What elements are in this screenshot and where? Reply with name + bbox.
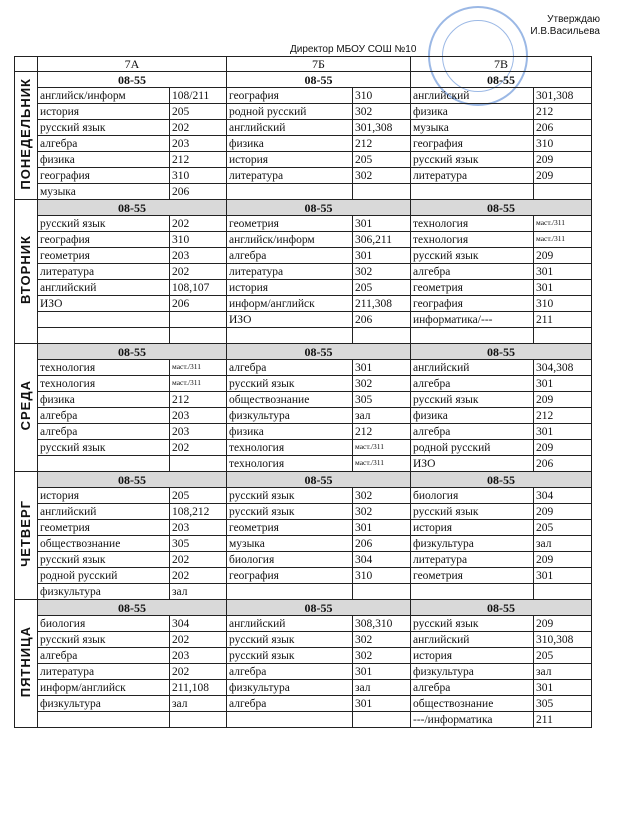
room-cell: 310 bbox=[170, 232, 227, 248]
room-cell: 212 bbox=[353, 136, 411, 152]
room-cell bbox=[353, 184, 411, 200]
room-cell: 301 bbox=[353, 216, 411, 232]
subject-cell: история bbox=[411, 520, 534, 536]
subject-cell: родной русский bbox=[227, 104, 353, 120]
subject-cell bbox=[38, 456, 170, 472]
room-cell: 211 bbox=[534, 312, 592, 328]
subject-cell: литература bbox=[411, 168, 534, 184]
room-cell: 304,308 bbox=[534, 360, 592, 376]
room-cell: 211 bbox=[534, 712, 592, 728]
room-cell: 310,308 bbox=[534, 632, 592, 648]
room-cell: 301 bbox=[534, 280, 592, 296]
room-cell: 202 bbox=[170, 552, 227, 568]
room-cell: 203 bbox=[170, 248, 227, 264]
room-cell: 302 bbox=[353, 648, 411, 664]
subject-cell bbox=[38, 312, 170, 328]
room-cell: 305 bbox=[353, 392, 411, 408]
subject-cell: физкультура bbox=[38, 696, 170, 712]
subject-cell: ---/информатика bbox=[411, 712, 534, 728]
subject-cell: геометрия bbox=[38, 520, 170, 536]
room-cell: 301,308 bbox=[534, 88, 592, 104]
subject-cell: английский bbox=[411, 88, 534, 104]
lesson-start-time: 08-55 bbox=[38, 344, 227, 360]
subject-cell: геометрия bbox=[38, 248, 170, 264]
room-cell: 302 bbox=[353, 104, 411, 120]
room-cell bbox=[534, 184, 592, 200]
subject-cell: английский bbox=[411, 360, 534, 376]
lesson-row bbox=[15, 680, 592, 696]
subject-cell: русский язык bbox=[227, 376, 353, 392]
schedule-table bbox=[14, 56, 592, 728]
room-cell: 310 bbox=[534, 296, 592, 312]
lesson-row bbox=[15, 280, 592, 296]
subject-cell: физкультура bbox=[411, 536, 534, 552]
subject-cell: литература bbox=[227, 264, 353, 280]
lesson-row bbox=[15, 232, 592, 248]
subject-cell: русский язык bbox=[227, 632, 353, 648]
room-cell: 206 bbox=[534, 120, 592, 136]
subject-cell: английск/информ bbox=[227, 232, 353, 248]
room-cell: 310 bbox=[170, 168, 227, 184]
lesson-start-time: 08-55 bbox=[411, 600, 592, 616]
subject-cell: технология bbox=[38, 376, 170, 392]
subject-cell: ИЗО bbox=[227, 312, 353, 328]
lesson-row bbox=[15, 520, 592, 536]
subject-cell: русский язык bbox=[227, 488, 353, 504]
room-cell: 302 bbox=[353, 488, 411, 504]
subject-cell: технология bbox=[38, 360, 170, 376]
lesson-row bbox=[15, 584, 592, 600]
day-label: ПОНЕДЕЛЬНИК bbox=[18, 77, 33, 190]
room-cell: 301 bbox=[534, 680, 592, 696]
time-row bbox=[15, 200, 592, 216]
lesson-row bbox=[15, 216, 592, 232]
room-cell: 301,308 bbox=[353, 120, 411, 136]
subject-cell: алгебра bbox=[227, 360, 353, 376]
director-title: Директор МБОУ СОШ №10 bbox=[290, 44, 417, 55]
subject-cell: ИЗО bbox=[411, 456, 534, 472]
subject-cell: физика bbox=[411, 408, 534, 424]
lesson-row bbox=[15, 264, 592, 280]
class-header: 7Б bbox=[227, 57, 411, 72]
room-cell: 202 bbox=[170, 632, 227, 648]
day-cell bbox=[15, 600, 38, 728]
room-cell bbox=[353, 328, 411, 344]
room-cell: 310 bbox=[353, 88, 411, 104]
subject-cell: алгебра bbox=[411, 424, 534, 440]
subject-cell: геометрия bbox=[227, 520, 353, 536]
subject-cell: алгебра bbox=[227, 248, 353, 264]
room-cell: 108/211 bbox=[170, 88, 227, 104]
subject-cell: история bbox=[38, 488, 170, 504]
subject-cell bbox=[227, 184, 353, 200]
subject-cell: русский язык bbox=[38, 632, 170, 648]
room-cell: 301 bbox=[353, 248, 411, 264]
room-cell: 302 bbox=[353, 168, 411, 184]
subject-cell: география bbox=[411, 136, 534, 152]
room-cell bbox=[534, 328, 592, 344]
lesson-start-time: 08-55 bbox=[411, 344, 592, 360]
lesson-row bbox=[15, 712, 592, 728]
room-cell: 203 bbox=[170, 408, 227, 424]
room-cell: маст./311 bbox=[170, 360, 227, 376]
subject-cell: физика bbox=[411, 104, 534, 120]
room-cell: 205 bbox=[170, 104, 227, 120]
room-cell: 212 bbox=[170, 152, 227, 168]
subject-cell: технология bbox=[411, 216, 534, 232]
schedule-body bbox=[15, 57, 592, 728]
subject-cell: английский bbox=[38, 504, 170, 520]
lesson-start-time: 08-55 bbox=[38, 200, 227, 216]
room-cell: 301 bbox=[353, 696, 411, 712]
subject-cell bbox=[411, 184, 534, 200]
subject-cell: музыка bbox=[227, 536, 353, 552]
room-cell: 205 bbox=[353, 280, 411, 296]
subject-cell: литература bbox=[411, 552, 534, 568]
subject-cell: геометрия bbox=[411, 568, 534, 584]
room-cell: зал bbox=[353, 680, 411, 696]
approval-block bbox=[530, 14, 600, 38]
subject-cell: алгебра bbox=[227, 664, 353, 680]
room-cell: маст./311 bbox=[170, 376, 227, 392]
room-cell: 301 bbox=[534, 376, 592, 392]
subject-cell: география bbox=[38, 232, 170, 248]
subject-cell: алгебра bbox=[411, 376, 534, 392]
room-cell: 206 bbox=[170, 184, 227, 200]
subject-cell: литература bbox=[227, 168, 353, 184]
subject-cell: русский язык bbox=[411, 152, 534, 168]
subject-cell: физкультура bbox=[411, 664, 534, 680]
time-row bbox=[15, 72, 592, 88]
room-cell: 212 bbox=[534, 104, 592, 120]
room-cell: 212 bbox=[170, 392, 227, 408]
subject-cell bbox=[38, 712, 170, 728]
lesson-start-time: 08-55 bbox=[411, 472, 592, 488]
subject-cell: физика bbox=[227, 136, 353, 152]
subject-cell: английский bbox=[38, 280, 170, 296]
subject-cell: информ/английск bbox=[227, 296, 353, 312]
lesson-row bbox=[15, 696, 592, 712]
lesson-row bbox=[15, 552, 592, 568]
lesson-row bbox=[15, 88, 592, 104]
room-cell: 209 bbox=[534, 152, 592, 168]
day-cell bbox=[15, 472, 38, 600]
lesson-row bbox=[15, 104, 592, 120]
lesson-row bbox=[15, 456, 592, 472]
class-header: 7В bbox=[411, 57, 592, 72]
room-cell: 302 bbox=[353, 376, 411, 392]
room-cell: 205 bbox=[353, 152, 411, 168]
lesson-row bbox=[15, 120, 592, 136]
lesson-row bbox=[15, 376, 592, 392]
subject-cell: русский язык bbox=[227, 504, 353, 520]
room-cell: зал bbox=[170, 584, 227, 600]
room-cell: 302 bbox=[353, 264, 411, 280]
lesson-row bbox=[15, 184, 592, 200]
room-cell: зал bbox=[534, 664, 592, 680]
subject-cell: геометрия bbox=[411, 280, 534, 296]
room-cell: 205 bbox=[534, 520, 592, 536]
room-cell: 306,211 bbox=[353, 232, 411, 248]
subject-cell bbox=[411, 584, 534, 600]
subject-cell: информ/английск bbox=[38, 680, 170, 696]
room-cell: 305 bbox=[170, 536, 227, 552]
lesson-row bbox=[15, 616, 592, 632]
lesson-row bbox=[15, 168, 592, 184]
room-cell: 304 bbox=[534, 488, 592, 504]
room-cell: 108,212 bbox=[170, 504, 227, 520]
room-cell: 301 bbox=[534, 568, 592, 584]
room-cell: 301 bbox=[534, 264, 592, 280]
subject-cell: алгебра bbox=[38, 424, 170, 440]
time-row bbox=[15, 344, 592, 360]
subject-cell: английский bbox=[411, 632, 534, 648]
room-cell: 206 bbox=[534, 456, 592, 472]
lesson-start-time: 08-55 bbox=[227, 200, 411, 216]
subject-cell: биология bbox=[227, 552, 353, 568]
lesson-row bbox=[15, 296, 592, 312]
room-cell: 202 bbox=[170, 440, 227, 456]
subject-cell: география bbox=[227, 568, 353, 584]
subject-cell: биология bbox=[38, 616, 170, 632]
subject-cell: технология bbox=[227, 456, 353, 472]
subject-cell: английский bbox=[227, 616, 353, 632]
subject-cell bbox=[411, 328, 534, 344]
room-cell: 209 bbox=[534, 440, 592, 456]
subject-cell: геометрия bbox=[227, 216, 353, 232]
room-cell: 308,310 bbox=[353, 616, 411, 632]
approve-text: Утверждаю bbox=[547, 14, 600, 25]
subject-cell bbox=[227, 712, 353, 728]
lesson-row bbox=[15, 136, 592, 152]
subject-cell: музыка bbox=[411, 120, 534, 136]
day-cell bbox=[15, 344, 38, 472]
room-cell: 203 bbox=[170, 136, 227, 152]
subject-cell: литература bbox=[38, 664, 170, 680]
room-cell: 209 bbox=[534, 504, 592, 520]
room-cell: 304 bbox=[170, 616, 227, 632]
subject-cell: родной русский bbox=[38, 568, 170, 584]
room-cell: 203 bbox=[170, 520, 227, 536]
day-label: СРЕДА bbox=[18, 380, 33, 431]
subject-cell: алгебра bbox=[227, 696, 353, 712]
room-cell: зал bbox=[353, 408, 411, 424]
room-cell: 206 bbox=[170, 296, 227, 312]
subject-cell: обществознание bbox=[38, 536, 170, 552]
subject-cell: русский язык bbox=[38, 120, 170, 136]
room-cell: 301 bbox=[353, 520, 411, 536]
subject-cell: алгебра bbox=[38, 648, 170, 664]
room-cell: 301 bbox=[353, 664, 411, 680]
lesson-row bbox=[15, 504, 592, 520]
time-row bbox=[15, 472, 592, 488]
lesson-row bbox=[15, 424, 592, 440]
room-cell: 301 bbox=[353, 360, 411, 376]
subject-cell: родной русский bbox=[411, 440, 534, 456]
room-cell: 302 bbox=[353, 504, 411, 520]
subject-cell: алгебра bbox=[411, 680, 534, 696]
room-cell bbox=[534, 584, 592, 600]
subject-cell: русский язык bbox=[227, 648, 353, 664]
subject-cell: литература bbox=[38, 264, 170, 280]
room-cell: 202 bbox=[170, 120, 227, 136]
lesson-row bbox=[15, 312, 592, 328]
room-cell bbox=[353, 712, 411, 728]
room-cell: 202 bbox=[170, 664, 227, 680]
class-header: 7А bbox=[38, 57, 227, 72]
room-cell: 209 bbox=[534, 248, 592, 264]
subject-cell: обществознание bbox=[227, 392, 353, 408]
lesson-row bbox=[15, 440, 592, 456]
subject-cell: физика bbox=[38, 392, 170, 408]
lesson-row bbox=[15, 568, 592, 584]
class-header-row bbox=[15, 57, 592, 72]
room-cell: 211,308 bbox=[353, 296, 411, 312]
subject-cell: русский язык bbox=[411, 616, 534, 632]
lesson-start-time: 08-55 bbox=[411, 72, 592, 88]
room-cell: 205 bbox=[534, 648, 592, 664]
room-cell: 304 bbox=[353, 552, 411, 568]
room-cell: 209 bbox=[534, 552, 592, 568]
lesson-row bbox=[15, 488, 592, 504]
lesson-start-time: 08-55 bbox=[411, 200, 592, 216]
room-cell bbox=[170, 312, 227, 328]
signer-name: И.В.Васильева bbox=[530, 26, 600, 37]
subject-cell: музыка bbox=[38, 184, 170, 200]
room-cell: 310 bbox=[534, 136, 592, 152]
lesson-start-time: 08-55 bbox=[38, 472, 227, 488]
subject-cell: география bbox=[411, 296, 534, 312]
day-cell bbox=[15, 72, 38, 200]
subject-cell: русский язык bbox=[38, 216, 170, 232]
room-cell: 211,108 bbox=[170, 680, 227, 696]
lesson-row bbox=[15, 648, 592, 664]
room-cell: 203 bbox=[170, 424, 227, 440]
room-cell: 302 bbox=[353, 632, 411, 648]
subject-cell bbox=[227, 328, 353, 344]
subject-cell: физкультура bbox=[227, 408, 353, 424]
lesson-start-time: 08-55 bbox=[38, 72, 227, 88]
room-cell: 206 bbox=[353, 312, 411, 328]
day-cell bbox=[15, 200, 38, 344]
room-cell: 108,107 bbox=[170, 280, 227, 296]
room-cell: 310 bbox=[353, 568, 411, 584]
room-cell: 202 bbox=[170, 568, 227, 584]
subject-cell: физкультура bbox=[38, 584, 170, 600]
subject-cell: английск/информ bbox=[38, 88, 170, 104]
lesson-row bbox=[15, 328, 592, 344]
room-cell bbox=[170, 328, 227, 344]
subject-cell: русский язык bbox=[411, 392, 534, 408]
subject-cell: история bbox=[411, 648, 534, 664]
room-cell: 209 bbox=[534, 392, 592, 408]
subject-cell: история bbox=[38, 104, 170, 120]
lesson-start-time: 08-55 bbox=[227, 600, 411, 616]
subject-cell: биология bbox=[411, 488, 534, 504]
room-cell bbox=[170, 712, 227, 728]
subject-cell: русский язык bbox=[38, 440, 170, 456]
room-cell: маст./311 bbox=[353, 456, 411, 472]
lesson-row bbox=[15, 152, 592, 168]
room-cell: маст./311 bbox=[534, 216, 592, 232]
day-label: ПЯТНИЦА bbox=[18, 625, 33, 698]
subject-cell: физика bbox=[38, 152, 170, 168]
subject-cell: география bbox=[38, 168, 170, 184]
subject-cell: алгебра bbox=[411, 264, 534, 280]
subject-cell: технология bbox=[227, 440, 353, 456]
lesson-start-time: 08-55 bbox=[38, 600, 227, 616]
room-cell bbox=[170, 456, 227, 472]
subject-cell bbox=[38, 328, 170, 344]
room-cell: маст./311 bbox=[353, 440, 411, 456]
subject-cell: русский язык bbox=[38, 552, 170, 568]
room-cell: зал bbox=[534, 536, 592, 552]
room-cell: 212 bbox=[353, 424, 411, 440]
lesson-row bbox=[15, 536, 592, 552]
lesson-start-time: 08-55 bbox=[227, 72, 411, 88]
subject-cell: алгебра bbox=[38, 136, 170, 152]
lesson-row bbox=[15, 664, 592, 680]
subject-cell: физика bbox=[227, 424, 353, 440]
lesson-row bbox=[15, 248, 592, 264]
subject-cell: русский язык bbox=[411, 248, 534, 264]
subject-cell: алгебра bbox=[38, 408, 170, 424]
lesson-row bbox=[15, 408, 592, 424]
subject-cell: русский язык bbox=[411, 504, 534, 520]
subject-cell: информатика/--- bbox=[411, 312, 534, 328]
day-label: ВТОРНИК bbox=[18, 235, 33, 304]
room-cell: 212 bbox=[534, 408, 592, 424]
room-cell: 305 bbox=[534, 696, 592, 712]
room-cell: 301 bbox=[534, 424, 592, 440]
subject-cell: обществознание bbox=[411, 696, 534, 712]
lesson-start-time: 08-55 bbox=[227, 472, 411, 488]
lesson-start-time: 08-55 bbox=[227, 344, 411, 360]
room-cell: 205 bbox=[170, 488, 227, 504]
day-label: ЧЕТВЕРГ bbox=[18, 500, 33, 567]
room-cell: 209 bbox=[534, 616, 592, 632]
subject-cell: история bbox=[227, 280, 353, 296]
room-cell: 206 bbox=[353, 536, 411, 552]
subject-cell: ИЗО bbox=[38, 296, 170, 312]
subject-cell: история bbox=[227, 152, 353, 168]
lesson-row bbox=[15, 360, 592, 376]
room-cell: 202 bbox=[170, 264, 227, 280]
lesson-row bbox=[15, 392, 592, 408]
subject-cell bbox=[227, 584, 353, 600]
room-cell: маст./311 bbox=[534, 232, 592, 248]
room-cell: 209 bbox=[534, 168, 592, 184]
subject-cell: английский bbox=[227, 120, 353, 136]
subject-cell: физкультура bbox=[227, 680, 353, 696]
subject-cell: технология bbox=[411, 232, 534, 248]
room-cell: 203 bbox=[170, 648, 227, 664]
lesson-row bbox=[15, 632, 592, 648]
room-cell: зал bbox=[170, 696, 227, 712]
room-cell bbox=[353, 584, 411, 600]
time-row bbox=[15, 600, 592, 616]
subject-cell: география bbox=[227, 88, 353, 104]
room-cell: 202 bbox=[170, 216, 227, 232]
